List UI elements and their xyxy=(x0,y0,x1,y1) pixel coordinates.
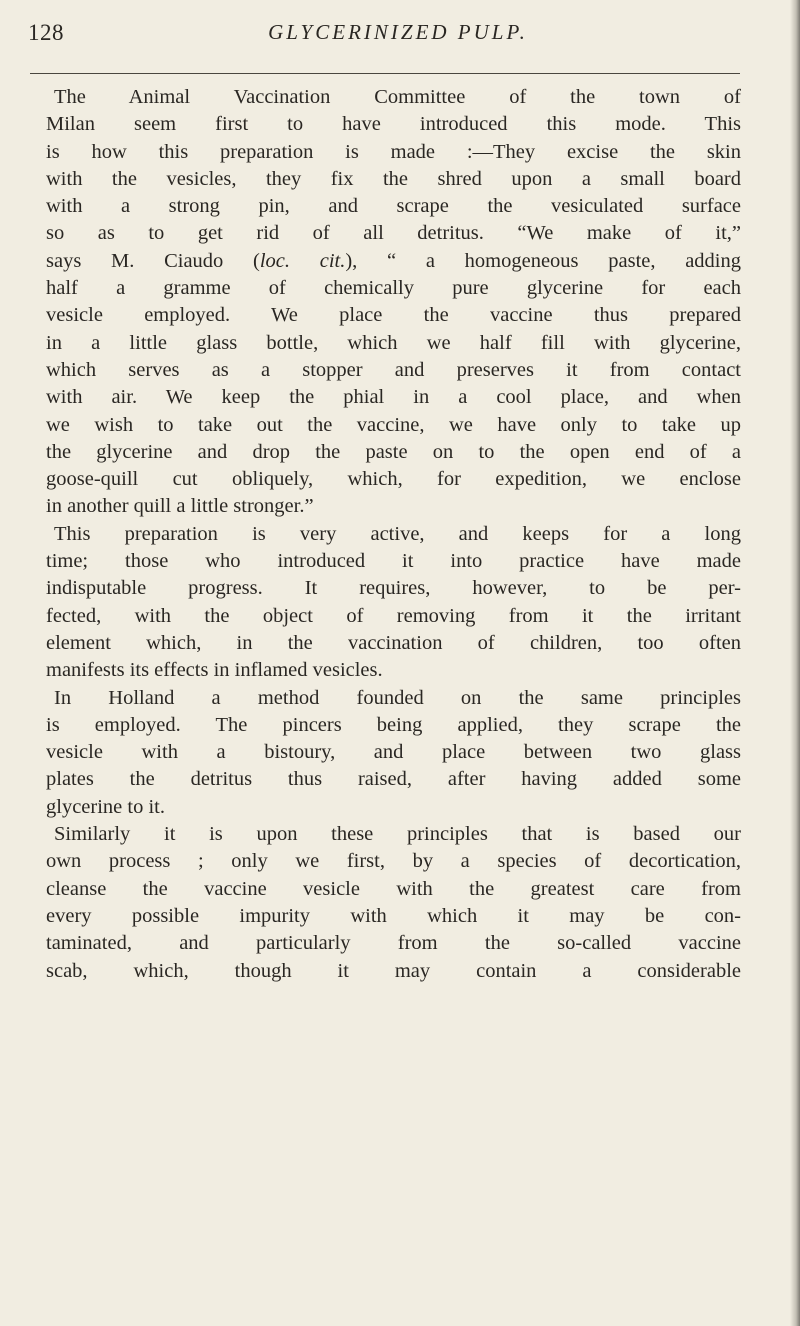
text-line: vesicle employed. We place the vaccine thus prepared xyxy=(46,304,741,327)
body-text xyxy=(46,84,741,985)
text-line: plates the detritus thus raised, after having added some xyxy=(46,768,741,791)
text-line: in another quill a little stronger.” xyxy=(46,495,314,518)
text-line: indisputable progress. It requires, however, to be per- xyxy=(46,577,741,600)
text-line: fected, with the object of removing from it the irritant xyxy=(46,604,741,627)
text-line: with the vesicles, they fix the shred upon a small board xyxy=(46,167,741,190)
text-line: This preparation is very active, and keeps for a long xyxy=(54,522,741,545)
text-line: every possible impurity with which it may be con- xyxy=(46,904,741,927)
page-number: 128 xyxy=(28,20,64,45)
header-rule xyxy=(30,73,740,74)
text-line: glycerine to it. xyxy=(46,795,165,818)
text-line: with air. We keep the phial in a cool place, and when xyxy=(46,386,741,409)
text-line: time; those who introduced it into practice have made xyxy=(46,550,741,573)
text-line: is how this preparation is made :—They excise the skin xyxy=(46,140,741,163)
text-line: element which, in the vaccination of children, too often xyxy=(46,631,741,654)
text-line: is employed. The pincers being applied, they scrape the xyxy=(46,713,741,736)
page-header xyxy=(28,20,768,60)
text-line: goose-quill cut obliquely, which, for expedition, we enclose xyxy=(46,468,741,491)
text-line: which serves as a stopper and preserves it from contact xyxy=(46,358,741,381)
text-line: scab, which, though it may contain a considerable xyxy=(46,959,741,982)
text-line: so as to get rid of all detritus. “We make of it,” xyxy=(46,222,741,245)
text-line: says M. Ciaudo (loc. cit.), “ a homogeneous paste, adding xyxy=(46,249,741,272)
text-line: with a strong pin, and scrape the vesiculated surface xyxy=(46,195,741,218)
page-edge-shadow xyxy=(790,0,800,1326)
text-line: own process ; only we first, by a species of decortication, xyxy=(46,850,741,873)
text-line: the glycerine and drop the paste on to the open end of a xyxy=(46,440,741,463)
text-line: manifests its effects in inflamed vesicles. xyxy=(46,659,383,682)
text-line: in a little glass bottle, which we half fill with glycerine, xyxy=(46,331,741,354)
text-line: half a gramme of chemically pure glycerine for each xyxy=(46,277,741,300)
text-line: Similarly it is upon these principles that is based our xyxy=(54,823,741,846)
text-line: we wish to take out the vaccine, we have only to take up xyxy=(46,413,741,436)
text-line: vesicle with a bistoury, and place between two glass xyxy=(46,741,741,764)
text-line: taminated, and particularly from the so-called vaccine xyxy=(46,932,741,955)
citation-italic: loc. cit. xyxy=(259,249,346,272)
text-line: Milan seem first to have introduced this mode. This xyxy=(46,113,741,136)
text-line: In Holland a method founded on the same principles xyxy=(54,686,741,709)
running-title: GLYCERINIZED PULP. xyxy=(268,20,528,44)
text-line: cleanse the vaccine vesicle with the greatest care from xyxy=(46,877,741,900)
text-line: The Animal Vaccination Committee of the town of xyxy=(54,86,741,108)
